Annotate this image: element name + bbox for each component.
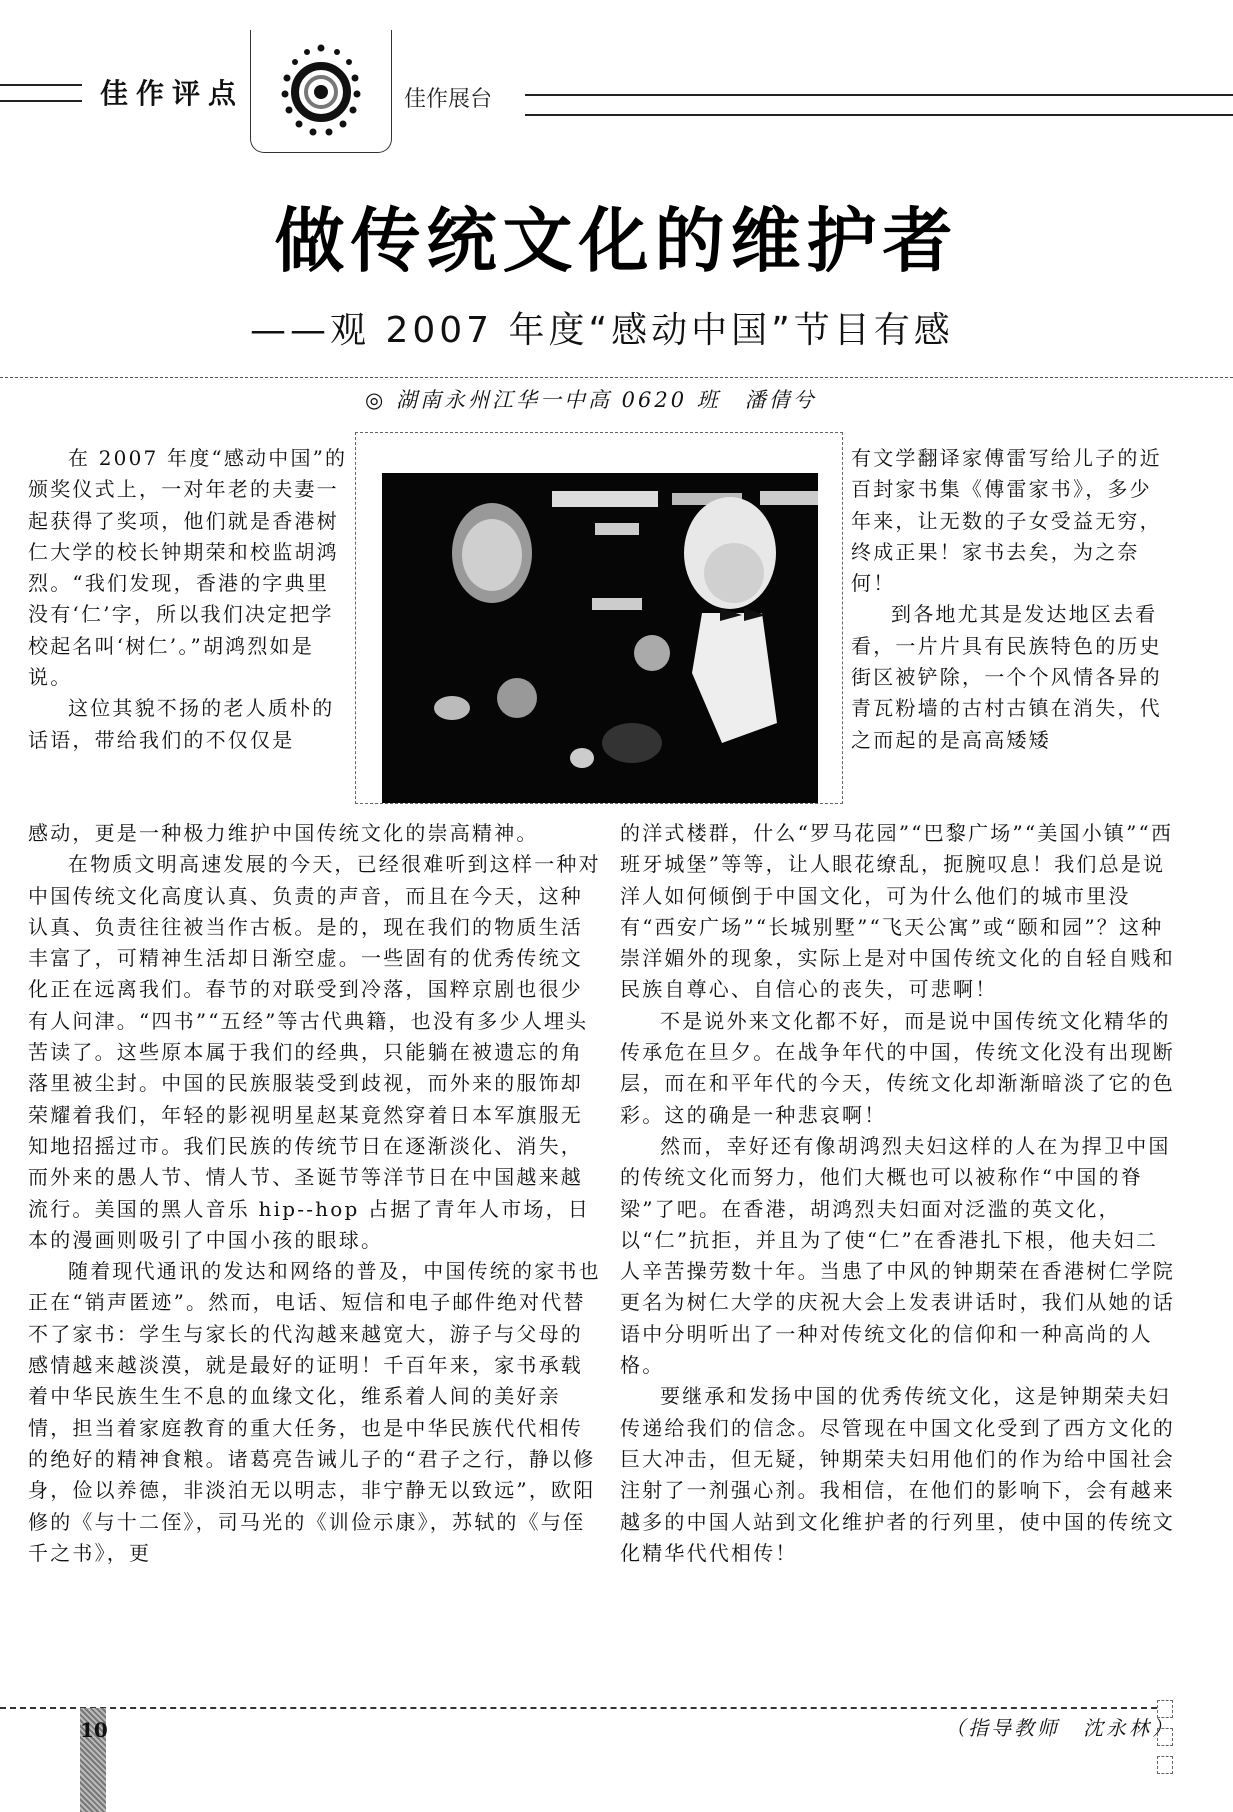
paragraph: 感动，更是一种极力维护中国传统文化的崇高精神。 — [28, 821, 539, 845]
header-rule-right-bottom — [525, 114, 1233, 116]
paragraph: 随着现代通讯的发达和网络的普及，中国传统的家书也正在“销声匿迹”。然而，电话、短信和电子邮件绝对代替不了家书：学生与家长的代沟越来越宽大，游子与父母的感情越来越淡漠，就是最好的证明！千百年来，家书承载着中华民族生生不息的血缘文化，维系着人间的美好亲情，担当着家庭教育的重大任务，也是中华民族代代相传的绝好的精神食粮。诸葛亮告诫儿子的“君子之行，静以修身，俭以养德，非淡泊无以明志，非宁静无以致远”，欧阳修的《与十二侄》，司马光的《训俭示康》，苏轼的《与侄千之书》，更 — [28, 1259, 601, 1565]
right-column-body — [620, 818, 1175, 1569]
header-rule-left-top — [0, 84, 82, 86]
right-column-top — [851, 443, 1173, 756]
author-byline: ◎ 湖南永州江华一中高 0620 班 潘倩兮 — [365, 388, 817, 412]
concentric-circle-dots-icon — [251, 30, 391, 152]
paragraph: 要继承和发扬中国的优秀传统文化，这是钟期荣夫妇传递给我们的信念。尽管现在中国文化受到了西方文化的巨大冲击，但无疑，钟期荣夫妇用他们的作为给中国社会注射了一剂强心剂。我相信，在他们的影响下，会有越来越多的中国人站到文化维护者的行列里，使中国的传统文化精华代代相传！ — [620, 1384, 1175, 1565]
square-marker-icon — [1157, 1700, 1173, 1718]
section-label-light: 佳作展台 — [404, 87, 493, 112]
left-column-body — [28, 818, 602, 1569]
paragraph: 到各地尤其是发达地区去看看，一片片具有民族特色的历史街区被铲除，一个个风情各异的青瓦粉墙的古村古镇在消失，代之而起的是高高矮矮 — [851, 602, 1162, 752]
left-column-top — [28, 443, 348, 756]
square-marker-icon — [1157, 1756, 1173, 1774]
header-rule-right-top — [525, 94, 1233, 96]
paragraph: 然而，幸好还有像胡鸿烈夫妇这样的人在为捍卫中国的传统文化而努力，他们大概也可以被称作“中国的脊梁”了吧。在香港，胡鸿烈夫妇面对泛滥的英文化，以“仁”抗拒，并且为了使“仁”在香港扎下根，他夫妇二人辛苦操劳数十年。当患了中风的钟期荣在香港树仁学院更名为树仁大学的庆祝大会上发表讲话时，我们从她的话语中分明听出了一种对传统文化的信仰和一种高尚的人格。 — [620, 1133, 1175, 1378]
article-title: 做传统文化的维护者 — [274, 200, 959, 282]
header-rule-left-bottom — [0, 100, 82, 102]
paragraph: 在 2007 年度“感动中国”的颁奖仪式上，一对年老的夫妻一起获得了奖项，他们就是香港树仁大学的校长钟期荣和校监胡鸿烈。“我们发现，香港的字典里没有‘仁’字，所以我们决定把学校起名叫‘树仁’。”胡鸿烈如是说。 — [28, 446, 348, 690]
instructor-signature: （指导教师 沈永林） — [945, 1716, 1175, 1740]
page-number: 10 — [80, 1718, 108, 1742]
paragraph: 这位其貌不扬的老人质朴的话语，带给我们的不仅仅是 — [28, 696, 335, 752]
footer-divider — [0, 1707, 1157, 1709]
page-number-block — [80, 1708, 106, 1812]
paragraph: 不是说外来文化都不好，而是说中国传统文化精华的传承危在旦夕。在战争年代的中国，传统文化没有出现断层，而在和平年代的今天，传统文化却渐渐暗淡了它的色彩。这的确是一种悲哀啊！ — [620, 1008, 1175, 1127]
section-label-bold: 佳作评点 — [100, 77, 245, 110]
article-subtitle: ——观 2007 年度“感动中国”节目有感 — [250, 310, 954, 351]
paragraph: 的洋式楼群，什么“罗马花园”“巴黎广场”“美国小镇”“西班牙城堡”等等，让人眼花缭乱，扼腕叹息！我们总是说洋人如何倾倒于中国文化，可为什么他们的城市里没有“西安广场”“长城别墅”“飞天公寓”或“颐和园”？这种崇洋媚外的现象，实际上是对中国传统文化的自轻自贱和民族自尊心、自信心的丧失，可悲啊！ — [620, 821, 1175, 1002]
square-marker-icon — [1157, 1728, 1173, 1746]
photo-frame — [355, 432, 843, 804]
paragraph: 有文学翻译家傅雷写给儿子的近百封家书集《傅雷家书》，多少年来，让无数的子女受益无穷，终成正果！家书去矣，为之奈何！ — [851, 446, 1162, 596]
paragraph: 在物质文明高速发展的今天，已经很难听到这样一种对中国传统文化高度认真、负责的声音，而且在今天，这种认真、负责往往被当作古板。是的，现在我们的物质生活丰富了，可精神生活却日渐空虚。一些固有的优秀传统文化正在远离我们。春节的对联受到冷落，国粹京剧也很少有人问津。“四书”“五经”等古代典籍，也没有多少人埋头苦读了。这些原本属于我们的经典，只能躺在被遗忘的角落里被尘封。中国的民族服装受到歧视，而外来的服饰却荣耀着我们，年轻的影视明星赵某竟然穿着日本军旗服无知地招摇过市。我们民族的传统节日在逐渐淡化、消失，而外来的愚人节、情人节、圣诞节等洋节日在中国越来越流行。美国的黑人音乐 hip--hop 占据了青年人市场，日本的漫画则吸引了中国小孩的眼球。 — [28, 852, 601, 1252]
photo-image-icon — [382, 473, 818, 803]
section-logo — [250, 30, 392, 153]
award-ceremony-photo — [382, 473, 818, 803]
title-divider — [0, 377, 1233, 378]
